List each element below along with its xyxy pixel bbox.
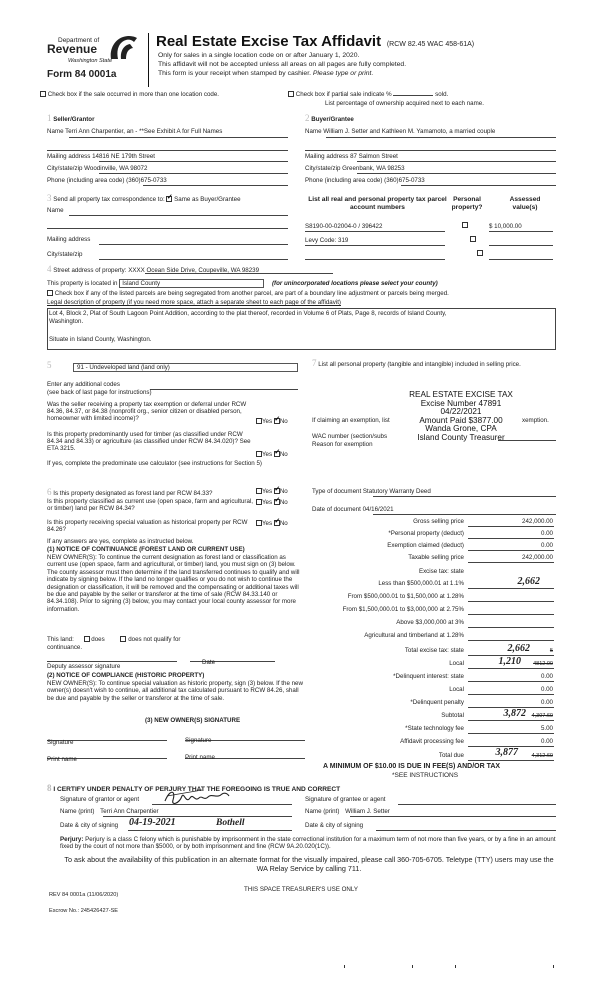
buyer-address-line [357,161,556,162]
personal-deduct-value[interactable]: 0.00 [540,530,553,537]
multi-location-check[interactable] [40,91,219,98]
header-divider [148,33,149,87]
historic-no-label: No [279,520,288,527]
bottom-speck [344,965,345,968]
treasurer-stamp [398,391,524,443]
assessed-line-1 [489,231,553,232]
taxable-line [468,562,554,563]
timber-no-checkbox[interactable] [274,451,280,457]
assessed-line-3 [489,259,553,260]
current-use-no-checkbox[interactable] [274,499,280,505]
street-address-label: Street address of property: [53,267,127,274]
section-5-number: 5 [47,360,52,370]
continuance-heading: (1) NOTICE OF CONTINUANCE (FOREST LAND OR CURRENT USE) [47,546,245,553]
interest-local-line [468,694,554,695]
personal-deduct-line [468,538,554,539]
county-label: This property is located in [47,280,118,287]
forest-yes-checkbox[interactable] [256,488,262,494]
section-8-number: 8 [47,783,52,793]
exemption-deduct-value[interactable]: 0.00 [540,542,553,549]
stamp-line-5: Wanda Grone, CPA [425,424,497,434]
grantee-name-line [350,816,556,817]
section-7-number: 7 [312,358,317,368]
same-as-buyer-checkbox[interactable] [166,196,172,202]
tech-fee-label: *State technology fee [405,725,464,732]
buyer-name-line [326,137,556,138]
stamp-line-1: REAL ESTATE EXCISE TAX [409,390,513,399]
agency-state: Washington State [68,58,113,64]
buyer-address-label: Mailing address [305,153,349,160]
does-label: does [91,636,105,643]
deputy-date-label: Date [202,659,216,666]
segregate-row[interactable] [47,290,449,297]
historic-no-checkbox[interactable] [274,520,280,526]
seller-city-label: City/state/zip [47,165,83,172]
current-use-question: Is this property classified as current use (open space, farm and agricultural, or timber) land per RCW 84.34? [47,498,254,513]
continuance-word: continuance. [47,644,83,651]
timber-no-label: No [279,451,288,458]
corr-city-label: City/state/zip [47,251,83,258]
stamp-line-3: 04/22/2021 [440,407,482,417]
any-yes-note: If any answers are yes, complete as instructed below. [47,538,194,545]
forest-no-label: No [279,488,288,495]
total-due-label: Total due [438,752,464,759]
historic-question: Is this property receiving special valuation as historical property per RCW 84.26? [47,519,248,534]
partial-sale-label: Check box if partial sale indicate % [295,91,392,98]
gross-value[interactable]: 242,000.00 [522,518,553,525]
partial-sale-checkbox[interactable] [288,91,294,97]
seller-phone-field[interactable]: (360)675-0733 [126,177,167,184]
timber-instructions: If yes, complete the predominate use calculator (see instructions for Section 5) [47,460,262,467]
compliance-heading: (2) NOTICE OF COMPLIANCE (HISTORIC PROPERTY) [47,672,205,679]
gross-label: Gross selling price [413,518,464,525]
grantor-date-label: Date & city of signing [60,822,119,829]
header-line2: This affidavit will not be accepted unless all areas on all pages are fully completed. [158,61,407,68]
seller-name-line [69,137,288,138]
personal-property-checkbox-1[interactable] [462,222,468,228]
grantee-name-label: Name (print) [305,808,340,815]
seller-city-row [47,165,147,172]
header-line3 [158,70,373,78]
seller-phone-line [143,185,288,186]
parcel-line-1 [305,231,445,232]
buyer-city-label: City/state/zip [305,165,341,172]
subtotal-struck: 4,307.60 [531,713,553,719]
qualify-row [47,636,180,643]
grantor-name-label: Name (print) [60,808,95,815]
certify-text: I CERTIFY UNDER PENALTY OF PERJURY THAT THE FOREGOING IS TRUE AND CORRECT [53,786,341,793]
personal-col-header: Personal property? [451,196,483,211]
bottom-speck-2 [412,965,413,968]
taxable-value[interactable]: 242,000.00 [522,554,553,561]
buyer-phone-line [401,185,556,186]
street-address-field[interactable]: XXXX Ocean Side Drive, Coupeville, WA 98239 [128,267,260,274]
forest-yes-label: Yes [262,488,273,495]
corr-address-label: Mailing address [47,236,91,243]
parcel-number-1[interactable]: S8190-00-02004-0 / 396422 [305,223,383,230]
interest-state-label: *Delinquent interest: state [393,673,464,680]
legal-line-2: Washington. [49,318,84,325]
tech-fee-value[interactable]: 5.00 [540,725,553,732]
subtotal-line [468,720,554,721]
owner-sig-label-2: Signature [185,737,212,744]
perjury-label: Perjury: [60,836,84,843]
buyer-city-line [357,173,556,174]
exemption-question: Was the seller receiving a property tax exemption or deferral under RCW 84.36, 84.37, or 84.38 (nonprofit org., senior citizen or disabled person, homeowner with limited income)? [47,401,247,423]
stamp-line-6: Island County Treasurer [417,433,505,443]
deputy-sig-line [47,661,177,662]
stamp-line-2: Excise Number 47891 [420,398,502,408]
buyer-address-row [305,153,398,160]
corr-name-line [69,215,288,216]
multi-location-checkbox[interactable] [40,91,46,97]
assessed-value-1[interactable]: $ 10,000.00 [489,223,522,230]
interest-state-line [468,681,554,682]
tier1-label: Less than $500,000.01 at 1.1% [378,580,464,587]
form-title: Real Estate Excise Tax Affidavit [156,33,382,50]
agency-name: Revenue [47,42,98,56]
owner-sig-label-1: Signature [47,739,74,746]
header-line3-italic: Please type or print. [312,70,374,77]
grantee-date-label: Date & city of signing [305,822,364,829]
owner-print-label-1: Print name [47,756,77,763]
timber-answer-boxes [256,451,288,458]
tech-fee-line [468,733,554,734]
taxable-label: Taxable selling price [408,554,464,561]
doc-date-line [373,514,556,515]
agency-line1: Department of [58,37,100,44]
county-row [47,279,438,288]
buyer-name-row [305,128,495,135]
tier1-line [468,588,554,589]
parcel-line-2 [305,245,445,246]
current-use-no-label: No [279,499,288,506]
legal-line-1: Lot 4, Block 2, Plat of South Lagoon Point Addition, according to the plat thereof, recorded in Volume 6 of Plats, Page 8, records of Island County, [49,310,447,317]
timber-yes-label: Yes [262,451,273,458]
county-select[interactable]: Island County [119,279,264,288]
correspondence-row [47,193,241,203]
correspondence-label: Send all property tax correspondence to: [53,196,165,203]
seller-heading [47,113,95,123]
buyer-phone-label: Phone (including area code) [305,177,383,184]
corr-name-label: Name [47,207,64,214]
personal-deduct-label: *Personal property (deduct) [388,530,464,537]
legal-line-3: Situate in Island County, Washington. [49,336,152,343]
land-label: This land: [47,636,74,643]
historic-yes-checkbox[interactable] [256,520,262,526]
segregate-label: Check box if any of the listed parcels are being segregated from another parcel, are part of a boundary line adjustment or parcels being merged. [54,290,449,297]
grantee-sig-line [398,804,556,805]
tier2-line [468,601,554,602]
add-codes-note: (see back of last page for instructions) [47,389,152,396]
seller-name-field[interactable]: Terri Ann Charpentier, an - **See Exhibit A for Full Names [65,128,223,135]
seller-address-line [99,161,288,162]
grantor-date-field[interactable]: 04-19-2021 [129,817,176,828]
gross-line [468,526,554,527]
forest-question-text: Is this property designated as forest land per RCW 84.33? [53,490,213,497]
forest-answer [256,488,288,495]
total-state-struck: 5 [549,648,553,654]
minimum-fee-note: A MINIMUM OF $10.00 IS DUE IN FEE(S) AND/OR TAX [323,763,501,770]
tier2-label: From $500,000.01 to $1,500,000 at 1.28% [347,593,464,600]
processing-fee-label: Affidavit processing fee [400,738,464,745]
current-use-answer [256,499,288,506]
seller-heading-text: Seller/Grantor [53,116,95,123]
grantee-date-line [376,830,556,831]
penalty-value[interactable]: 0.00 [540,699,553,706]
personal-property-list [312,358,557,368]
buyer-heading [305,113,354,123]
tier3-line [468,614,554,615]
grantor-city-field[interactable]: Bothell [216,818,245,828]
stamp-line-4: Amount Paid $3877.00 [419,415,503,425]
partial-sale-sold: sold. [435,91,449,98]
forest-question [47,487,212,497]
personal-property-checkbox-3[interactable] [477,250,483,256]
perjury-notice [60,836,558,851]
local-value[interactable]: 1,210 [498,656,521,667]
seller-name-row [47,128,222,135]
seller-address-label: Mailing address [47,153,91,160]
grantor-date-line [128,830,292,831]
street-address-line [145,273,333,274]
total-due-value[interactable]: 3,877 [495,747,518,758]
tier1-value[interactable]: 2,662 [517,576,540,587]
exemption-deduct-label: Exemption claimed (deduct) [387,542,464,549]
owner-print-label-2: Print name [185,754,215,761]
levy-code-value[interactable]: 319 [338,237,349,244]
grantor-signature-icon [162,786,232,808]
bottom-speck-3 [455,965,456,968]
local-line [468,668,554,669]
same-as-buyer-label: Same as Buyer/Grantee [174,196,241,203]
doc-date-field[interactable]: 04/16/2021 [362,506,394,513]
exemption-no-label: No [279,418,288,425]
grantee-name-row [305,808,390,815]
timber-yes-checkbox[interactable] [256,451,262,457]
tier4-label: Above $3,000,000 at 3% [396,619,464,626]
doc-date-label: Date of document [312,506,361,513]
historic-yes-label: Yes [262,520,273,527]
parcel-col-header: List all real and personal property tax parcel account numbers [308,196,447,211]
dor-logo-icon [107,33,139,61]
add-codes-label: Enter any additional codes [47,381,120,388]
new-owner-sig-heading: (3) NEW OWNER(S) SIGNATURE [145,717,241,724]
doc-type-label: Type of document [312,488,362,495]
section-1-number: 1 [47,113,52,123]
does-qualify-checkbox[interactable] [84,636,90,642]
section-4-number: 4 [47,264,52,274]
exemption-yes-checkbox[interactable] [256,418,262,424]
partial-sale-note: List percentage of ownership acquired next to each name. [325,100,484,107]
deputy-sig-label: Deputy assessor signature [47,663,121,670]
grantee-sig-label: Signature of grantee or agent [305,796,386,803]
total-state-value[interactable]: 2,662 [507,643,530,654]
doc-type-row [312,488,431,495]
reason-label: Reason for exemption [312,441,373,448]
section-6-number: 6 [47,487,52,497]
interest-local-value[interactable]: 0.00 [540,686,553,693]
exemption-deduct-line [468,550,554,551]
penalty-label: *Delinquent penalty [410,699,464,706]
buyer-phone-row [305,177,425,184]
buyer-city-field[interactable]: Greenbank, WA 98253 [342,165,405,172]
processing-fee-value[interactable]: 0.00 [540,738,553,745]
seller-phone-row [47,177,167,184]
grantor-name-field[interactable]: Terri Ann Charpentier [100,808,159,815]
tier3-label: From $1,500,000.01 to $3,000,000 at 2.75% [342,606,464,613]
header-line1: Only for sales in a single location code on or after January 1, 2020. [158,52,360,59]
total-due-line [468,760,554,761]
buyer-city-row [305,165,405,172]
multi-location-label: Check box if the sale occurred in more than one location code. [47,91,220,98]
bottom-speck-4 [553,965,554,968]
escrow-number: Escrow No.: 245426427-SE [49,908,119,914]
exemption-no-checkbox[interactable] [274,418,280,424]
section-2-number: 2 [305,113,310,123]
perjury-text: Perjury is a class C felony which is punishable by imprisonment in the state correctional institution for a maximum term of not more than five years, or by a fine in an amount fixed by the court of not more than $5000, or by both imprisonment and fine (RCW 9A.20.020(1C)). [60,836,556,851]
treasurer-use-label: THIS SPACE TREASURER'S USE ONLY [244,886,358,893]
grantor-name-row [60,808,159,815]
section-3-number: 3 [47,193,52,203]
subtotal-value[interactable]: 3,872 [503,708,526,719]
corr-name-line2 [47,228,288,229]
continuance-body: NEW OWNER(S): To continue the current designation as forest land or classification as current use (open space, farm and agricultural, or timber) land, you must sign on (3) below. The county assessor must then determine if the land transferred continues to qualify and will indicate by signing below. If the land no longer qualifies or you do not wish to continue the designation or classification, it will be removed and the compensating or additional taxes will be due and payable by the seller or transferor at the time of sale (RCW 84.33.140 or 84.34.108). Prior to signing (3) below, you may contact your local county assessor for more information. [47,554,300,613]
doc-type-line [373,496,556,497]
add-codes-line [150,389,298,390]
header-line3-text: This form is your receipt when stamped by cashier. [158,70,311,77]
exemption-yes-label: Yes [262,418,273,425]
personal-property-text: List all personal property (tangible and intangible) included in selling price. [318,361,521,368]
parcel-line-3 [305,259,445,260]
does-not-qualify-checkbox[interactable] [120,636,126,642]
buyer-name-field[interactable]: William J. Setter and Kathleen M. Yamamoto, a married couple [323,128,496,135]
does-not-label: does not qualify for [128,636,181,643]
tier4-line [468,627,554,628]
see-instructions: *SEE INSTRUCTIONS [392,772,459,779]
corr-city-line [99,259,288,260]
alternate-format-notice: To ask about the availability of this publication in an alternate format for the visually impaired, please call 360-705-6705. Teletype (TTY) users may use the WA Relay Service by calling 711. [64,855,554,873]
historic-answer [256,520,288,527]
tier5-line [468,640,554,641]
levy-code-row [305,237,348,244]
seller-address-row [47,153,155,160]
seller-city-field[interactable]: Woodinville, WA 98072 [84,165,148,172]
grantor-sig-label: Signature of grantor or agent [60,796,140,803]
buyer-heading-text: Buyer/Grantee [311,116,354,123]
interest-state-value[interactable]: 0.00 [540,673,553,680]
interest-local-label: Local [449,686,464,693]
compliance-body: NEW OWNER(S): To continue special valuation as historic property, sign (3) below. If the new owner(s) doesn't wish to continue, all additional tax calculated pursuant to RCW 84.26, shall be due and payable by the seller or transferor at the time of sale. [47,680,303,702]
partial-sale-check[interactable] [288,91,448,98]
excise-state-label: Excise tax: state [418,568,464,575]
personal-property-checkbox-2[interactable] [470,236,476,242]
buyer-name-label: Name [305,128,322,135]
exemption-claim-end: xemption. [522,417,549,424]
revision-label: REV 84 0001a (11/06/2020) [49,892,119,898]
levy-code-label: Levy Code: [305,237,337,244]
grantee-name-field[interactable]: William J. Setter [345,808,390,815]
form-citation: (RCW 82.45 WAC 458-61A) [386,41,475,48]
assessed-col-header: Assessed value(s) [509,196,541,211]
local-struck: 4812.00 [533,661,553,667]
forest-no-checkbox[interactable] [274,488,280,494]
total-state-label: Total excise tax: state [404,647,464,654]
exemption-claim-label: If claiming an exemption, list [312,417,390,424]
doc-date-row [312,506,394,513]
assessed-line-2 [489,245,553,246]
corr-address-line [99,244,288,245]
wac-number-label: WAC number (section/subs [312,433,388,440]
form-number: Form 84 0001a [47,69,117,80]
buyer-name-line2 [305,150,556,151]
county-note: (for unincorporated locations please select your county) [271,280,438,287]
current-use-yes-label: Yes [262,499,273,506]
form-title-row [156,33,474,50]
seller-name-line2 [47,150,288,151]
seller-name-label: Name [47,128,64,135]
exemption-answer [256,418,288,425]
current-use-yes-checkbox[interactable] [256,499,262,505]
timber-question: Is this property predominantly used for timber (as classified under RCW 84.34 and 84.33) or agriculture (as classified under RCW 84.34.020)? See ETA 3215. [47,431,251,453]
grantor-date-row [60,822,118,829]
subtotal-label: Subtotal [441,712,464,719]
buyer-phone-field[interactable]: (360)675-0733 [384,177,425,184]
tier5-label: Agricultural and timberland at 1.28% [364,632,464,639]
legal-description-label: Legal description of property (if you need more space, attach a separate sheet to each page of the affidavit) [47,299,341,306]
doc-type-field[interactable]: Statutory Warranty Deed [362,488,431,495]
seller-city-line [99,173,288,174]
land-use-select[interactable]: 91 - Undeveloped land (land only) [73,363,298,372]
buyer-address-field[interactable]: 87 Salmon Street [350,153,398,160]
seller-phone-label: Phone (including area code) [47,177,125,184]
seller-address-field[interactable]: 14816 NE 179th Street [92,153,156,160]
local-label: Local [449,660,464,667]
total-due-struck: 4,312.60 [531,753,553,759]
segregate-checkbox[interactable] [47,290,53,296]
